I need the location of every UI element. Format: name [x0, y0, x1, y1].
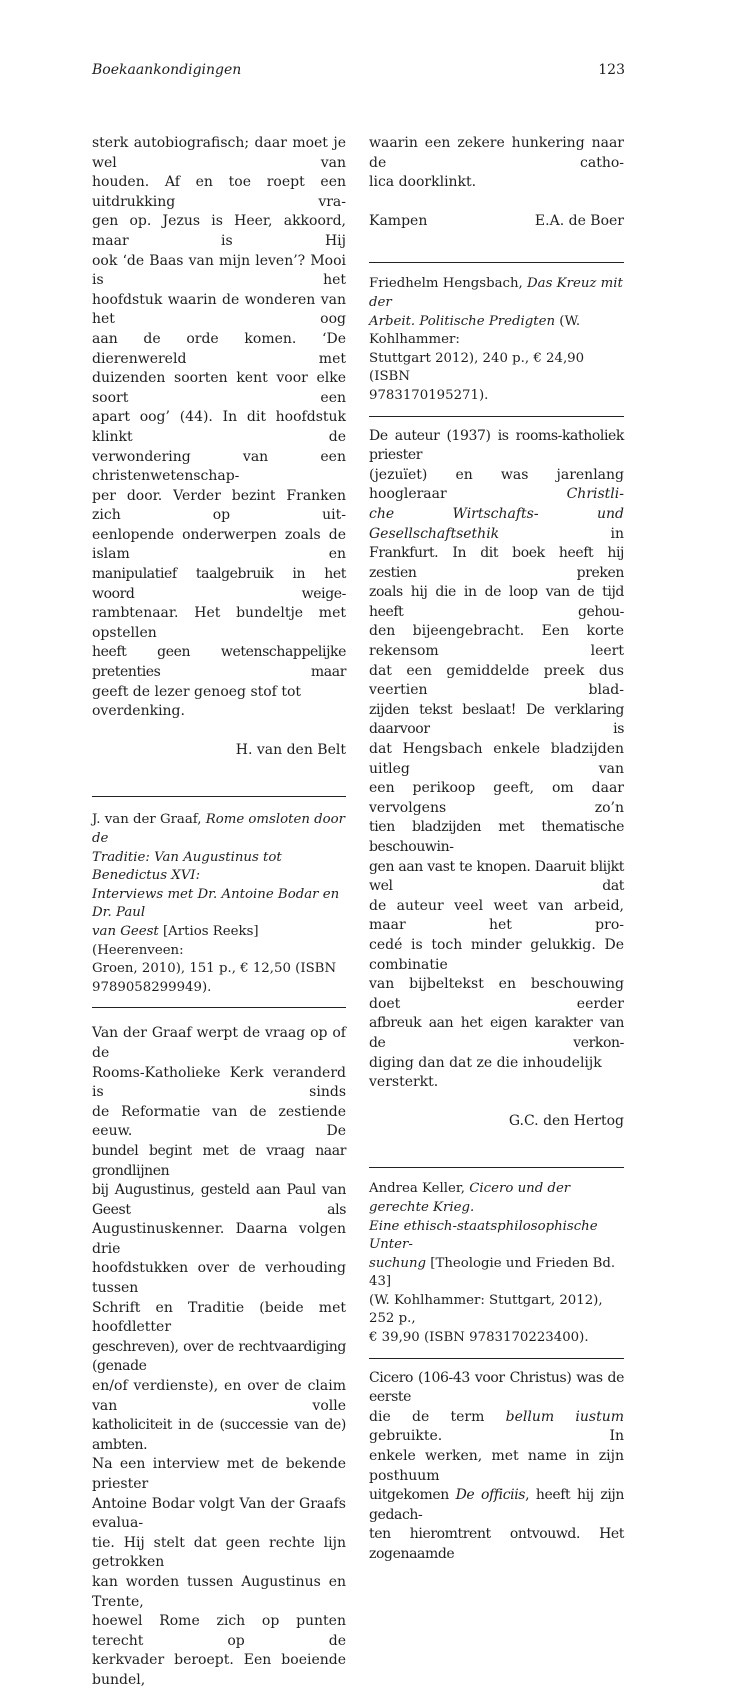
book-author: Friedhelm Hengsbach,	[369, 276, 528, 292]
text-line: katholiciteit in de (successie van de) ambten.	[92, 1417, 346, 1453]
text-line: afbreuk aan het eigen karakter van de verkon-	[369, 1015, 624, 1051]
text-line: Schrift en Traditie (beide met hoofdletter	[92, 1299, 346, 1336]
text-line: Frankfurt. In dit boek heeft hij zestien preken	[369, 545, 624, 581]
book-publication: (W. Kohlhammer: Stuttgart, 2012), 252 p.,	[369, 1292, 603, 1327]
text-line: verwondering van een christenwetenschap-	[92, 448, 346, 485]
text-line: cedé is toch minder gelukkig. De combinatie	[369, 936, 624, 973]
reviewer-signature: H. van den Belt	[235, 741, 346, 758]
text-line: hoewel Rome zich op punten terecht op de	[92, 1613, 346, 1649]
text-line	[369, 466, 624, 505]
book-entry	[92, 797, 346, 1007]
text-line: manipulatief taalgebruik in het woord weige-	[92, 566, 346, 602]
book-entry	[369, 263, 624, 415]
review-text	[369, 427, 624, 1093]
text-line: dat Hengsbach enkele bladzijden uitleg van	[369, 741, 624, 777]
text-line: den bijeengebracht. Een korte rekensom leert	[369, 623, 624, 660]
work-title: Christli-	[566, 486, 624, 503]
review-text	[92, 1024, 346, 1690]
text-line: tie. Hij stelt dat geen rechte lijn getrokken	[92, 1534, 346, 1571]
text-line: per door. Verder bezint Franken zich op uit-	[92, 487, 346, 524]
work-title: De officiis	[455, 1487, 526, 1504]
divider	[369, 416, 624, 417]
text-line: zijden tekst beslaat! De verklaring daarvoor is	[369, 701, 624, 738]
text-span: gebruikte. In	[369, 1428, 624, 1445]
reviewer-signature: E.A. de Boer	[534, 212, 624, 229]
book-publication: € 39,90 (ISBN 9783170223400).	[369, 1330, 589, 1346]
page-number: 123	[598, 62, 625, 78]
divider	[92, 1007, 346, 1008]
text-line: lica doorklinkt.	[369, 174, 477, 191]
text-line: sterk autobiografisch; daar moet je wel van	[92, 135, 346, 171]
text-line: bundel begint met de vraag naar grondlijnen	[92, 1142, 346, 1179]
book-author: Andrea Keller,	[369, 1181, 470, 1197]
text-line: diging dan dat ze die inhoudelijk versterkt.	[369, 1054, 602, 1091]
book-title: Traditie: Van Augustinus tot Benedictus XVI:	[92, 849, 282, 884]
text-line: kerkvader beroept. Een boeiende bundel,	[92, 1652, 346, 1688]
text-line: van bijbeltekst en beschouwing doet eerder	[369, 976, 624, 1012]
text-line: aan de orde komen. ‘De dierenwereld met	[92, 330, 346, 367]
entry-line	[369, 1255, 624, 1292]
text-line: waarin een zekere hunkering naar de catho-	[369, 135, 624, 171]
text-line: kan worden tussen Augustinus en Trente,	[92, 1573, 346, 1610]
text-line: ten hieromtrent ontvouwd. Het zogenaamde	[369, 1526, 624, 1562]
page-header	[92, 62, 625, 84]
text-line: de Reformatie van de zestiende eeuw. De	[92, 1103, 346, 1140]
review-continuation	[92, 134, 346, 722]
entry-line	[369, 1180, 624, 1217]
book-title: Das Kreuz mit der	[369, 276, 623, 310]
book-title: Arbeit. Politische Predigten	[369, 313, 556, 329]
entry-line	[369, 275, 624, 312]
book-title: Rome omsloten door de	[92, 812, 345, 846]
book-publication: 9789058299949).	[92, 979, 212, 995]
text-line	[369, 1408, 624, 1447]
book-title: Eine ethisch-staatsphilosophische Unter-	[369, 1218, 598, 1253]
text-line: hoofdstukken over de verhouding tussen	[92, 1260, 346, 1297]
text-line: Antoine Bodar volgt Van der Graafs evalua-	[92, 1495, 346, 1532]
divider	[369, 1358, 624, 1359]
text-line: zoals hij die in de loop van de tijd heeft gehou-	[369, 584, 624, 620]
book-publisher: (W. Kohlhammer:	[369, 313, 581, 348]
text-span: (jezuïet) en was jarenlang hoogleraar	[369, 466, 624, 503]
text-line: gen aan vast te knopen. Daaruit blijkt wel dat	[369, 858, 624, 895]
book-author: J. van der Graaf,	[92, 812, 206, 828]
text-span: , heeft hij zijn gedach-	[369, 1487, 624, 1523]
text-line: heeft geen wetenschappelijke pretenties maar	[92, 644, 346, 681]
text-line: De auteur (1937) is rooms-katholiek priester	[369, 427, 624, 464]
review-text	[369, 1369, 624, 1565]
text-line: gen op. Jezus is Heer, akkoord, maar is Hij	[92, 213, 346, 249]
latin-term: bellum iustum	[505, 1408, 624, 1425]
book-publication: 9783170195271).	[369, 387, 489, 403]
text-line: en/of verdienste), en over de claim van volle	[92, 1378, 346, 1414]
book-series: [Artios Reeks] (Heerenveen:	[92, 923, 259, 958]
text-line: Rooms-Katholieke Kerk veranderd is sinds	[92, 1064, 346, 1101]
entry-line	[92, 923, 346, 960]
text-line: Na een interview met de bekende priester	[92, 1456, 346, 1492]
text-line: Cicero (106-43 voor Christus) was de eerste	[369, 1369, 624, 1406]
book-title: van Geest	[92, 923, 159, 939]
text-line: Augustinuskenner. Daarna volgen drie	[92, 1221, 346, 1257]
book-publication: Groen, 2010), 151 p., € 12,50 (ISBN	[92, 961, 337, 977]
entry-line	[369, 313, 624, 350]
book-title: Interviews met Dr. Antoine Bodar en Dr. Paul	[92, 886, 340, 921]
text-span: in	[499, 525, 624, 542]
text-line: geeft de lezer genoeg stof tot overdenking.	[92, 683, 301, 720]
review-continuation	[369, 134, 624, 193]
reviewer-signature: G.C. den Hertog	[508, 1112, 624, 1129]
book-title: suchung	[369, 1255, 427, 1271]
book-publication: Stuttgart 2012), 240 p., € 24,90 (ISBN	[369, 350, 585, 385]
text-line: een perikoop geeft, om daar vervolgens zo’n	[369, 780, 624, 816]
text-span: die de term	[369, 1408, 506, 1425]
text-line	[369, 505, 624, 544]
text-line: enkele werken, met name in zijn posthuum	[369, 1448, 624, 1484]
text-span: uitgekomen	[369, 1487, 456, 1504]
text-line: Van der Graaf werpt de vraag op of de	[92, 1025, 346, 1061]
left-column	[92, 134, 346, 1691]
review-place: Kampen	[369, 212, 428, 229]
text-line	[369, 1486, 624, 1525]
book-series: [Theologie und Frieden Bd. 43]	[369, 1255, 616, 1290]
work-title: che Wirtschafts- und Gesellschaftsethik	[369, 505, 624, 542]
text-line: hoofdstuk waarin de wonderen van het oog	[92, 291, 346, 328]
entry-line	[92, 811, 346, 848]
running-title: Boekaankondigingen	[92, 62, 242, 78]
text-line: tien bladzijden met thematische beschouwin-	[369, 819, 624, 855]
book-title: Cicero und der gerechte Krieg.	[369, 1181, 571, 1215]
text-line: geschreven), over de rechtvaardiging (genade	[92, 1338, 346, 1375]
text-line: duizenden soorten kent voor elke soort een	[92, 370, 346, 406]
text-line: houden. Af en toe roept een uitdrukking vra-	[92, 174, 346, 210]
text-line: rambtenaar. Het bundeltje met opstellen	[92, 605, 346, 641]
text-line: dat een gemiddelde preek dus veertien blad-	[369, 662, 624, 699]
book-entry	[369, 1168, 624, 1357]
right-column	[369, 134, 624, 1565]
review-footer	[369, 212, 624, 232]
text-line: ook ‘de Baas van mijn leven’? Mooi is het	[92, 252, 346, 289]
text-line: eenlopende onderwerpen zoals de islam en	[92, 526, 346, 563]
text-line: apart oog’ (44). In dit hoofdstuk klinkt de	[92, 409, 346, 445]
text-line: de auteur veel weet van arbeid, maar het pro-	[369, 897, 624, 934]
text-line: bij Augustinus, gesteld aan Paul van Geest als	[92, 1182, 346, 1218]
